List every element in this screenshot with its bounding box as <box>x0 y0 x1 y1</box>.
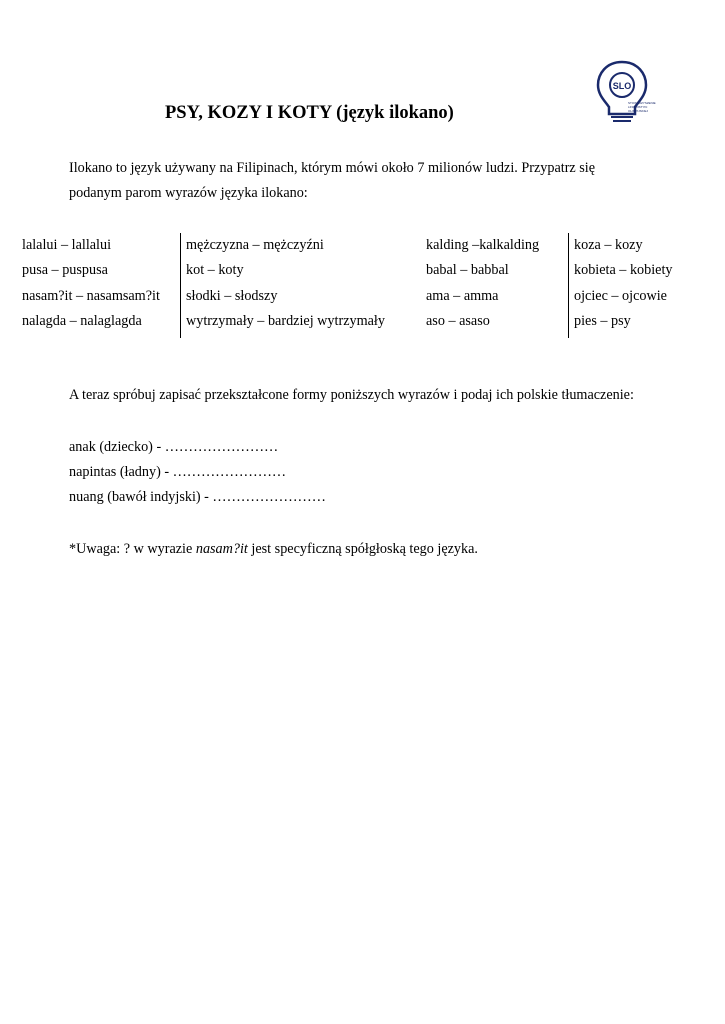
lightbulb-icon <box>592 58 656 126</box>
exercise-item: anak (dziecko) - …………………… <box>69 439 279 455</box>
logo-caption-2: LINGWISTYKI <box>628 105 648 109</box>
pair-cell: babal – babbal <box>426 262 509 279</box>
logo-text: SLO <box>612 81 632 91</box>
pair-cell: wytrzymały – bardziej wytrzymały <box>186 312 385 329</box>
intro-line: podanym parom wyrazów języka ilokano: <box>69 185 308 201</box>
intro-line: Ilokano to język używany na Filipinach, którym mówi około 7 milionów ludzi. Przypatrz się <box>69 160 596 176</box>
exercise-item: napintas (ładny) - …………………… <box>69 464 287 480</box>
note <box>69 537 478 562</box>
intro-paragraph <box>69 156 595 206</box>
pair-cell: kobieta – kobiety <box>574 262 673 279</box>
pairs-column-polish-1 <box>180 233 385 338</box>
pairs-column-ilokano-1 <box>22 233 160 338</box>
logo-caption-1: STOWARZYSZENIE <box>628 101 656 105</box>
note-word: nasam?it <box>195 541 248 557</box>
pair-cell: ama – amma <box>426 287 499 304</box>
pair-cell: lalalui – lallalui <box>22 237 112 253</box>
note-suffix: jest specyficzną spółgłoską tego języka. <box>247 541 478 557</box>
pairs-column-polish-2 <box>568 233 673 338</box>
logo-caption-3: OLIMPIJSKIEJ <box>628 109 649 113</box>
pair-cell: nasam?it – nasamsam?it <box>22 287 160 304</box>
note-prefix: *Uwaga: ? w wyrazie <box>69 541 196 557</box>
pair-cell: mężczyzna – mężczyźni <box>186 237 324 253</box>
pair-cell: nalagda – nalaglagda <box>22 312 142 329</box>
exercise-item: nuang (bawół indyjski) - …………………… <box>69 489 326 505</box>
pair-cell: słodki – słodszy <box>186 287 278 304</box>
pair-cell: pies – psy <box>574 312 631 329</box>
pair-cell: ojciec – ojcowie <box>574 287 667 304</box>
page-title: PSY, KOZY I KOTY (język ilokano) <box>165 103 454 123</box>
pair-cell: aso – asaso <box>426 312 490 329</box>
word-pairs-table <box>22 233 682 338</box>
pair-cell: kot – koty <box>186 262 244 279</box>
pair-cell: kalding –kalkalding <box>426 237 540 253</box>
pairs-column-ilokano-2 <box>426 233 539 338</box>
pair-cell: pusa – puspusa <box>22 262 108 279</box>
pair-cell: koza – kozy <box>574 237 643 253</box>
task-instruction: A teraz spróbuj zapisać przekształcone formy poniższych wyrazów i podaj ich polskie tłumaczenie: <box>69 387 634 403</box>
